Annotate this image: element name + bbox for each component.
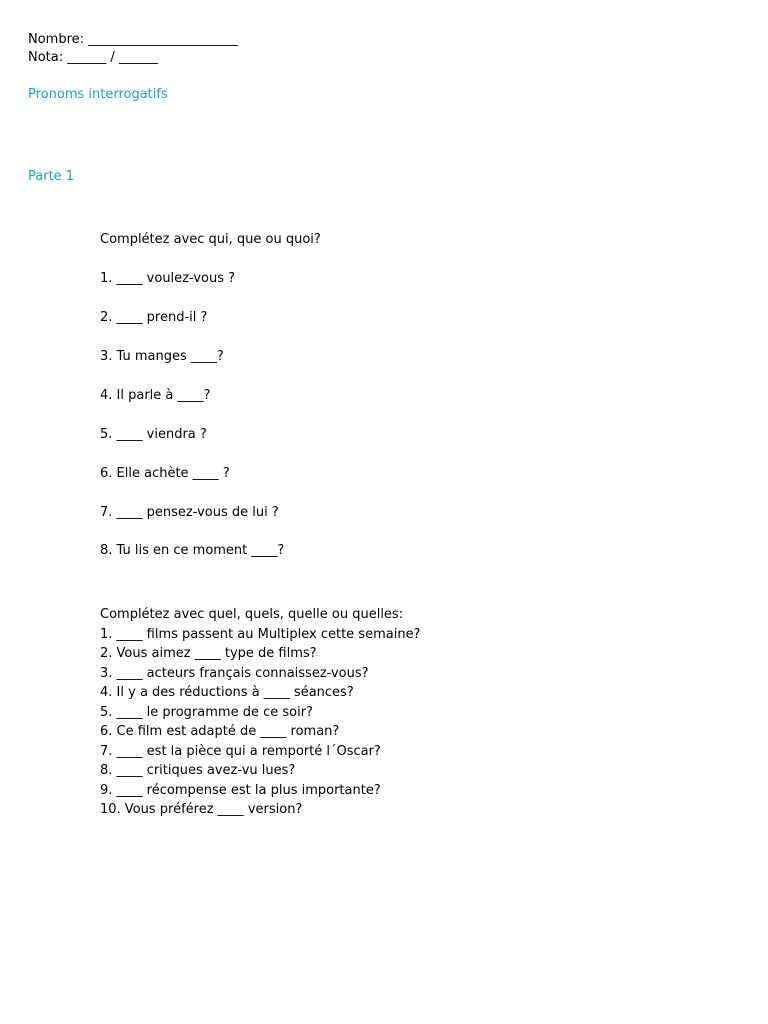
grade-line: Nota: ______ / ______	[28, 50, 158, 65]
exercise-2-instruction: Complétez avec quel, quels, quelle ou quelles:	[100, 607, 404, 622]
exercise-1-item: 2. ____ prend-il ?	[100, 310, 208, 325]
exercise-1-item: 4. Il parle à ____?	[100, 388, 211, 403]
exercise-2-item: 8. ____ critiques avez-vu lues?	[100, 763, 296, 778]
exercise-2-item: 10. Vous préférez ____ version?	[100, 802, 303, 817]
exercise-2-item: 1. ____ films passent au Multiplex cette semaine?	[100, 626, 421, 642]
exercise-2	[100, 605, 420, 820]
exercise-2-item: 9. ____ récompense est la plus importante?	[100, 782, 381, 798]
name-line: Nombre: _______________________	[28, 32, 238, 47]
exercise-2-item: 4. Il y a des réductions à ____ séances?	[100, 685, 354, 700]
exercise-2-item: 3. ____ acteurs français connaissez-vous?	[100, 665, 369, 681]
exercise-1-item: 8. Tu lis en ce moment ____?	[100, 543, 285, 558]
exercise-1-item: 5. ____ viendra ?	[100, 427, 207, 442]
page-title: Pronoms interrogatifs	[28, 87, 168, 102]
exercise-2-item: 2. Vous aimez ____ type de films?	[100, 646, 317, 661]
exercise-1-instruction: Complétez avec qui, que ou quoi?	[100, 232, 321, 247]
exercise-1-item: 7. ____ pensez-vous de lui ?	[100, 505, 279, 520]
exercise-1-item: 3. Tu manges ____?	[100, 349, 224, 364]
exercise-1-item: 1. ____ voulez-vous ?	[100, 271, 236, 286]
exercise-2-item: 7. ____ est la pièce qui a remporté l´Oscar?	[100, 743, 381, 759]
section-heading: Parte 1	[28, 169, 75, 184]
exercise-2-item: 5. ____ le programme de ce soir?	[100, 704, 313, 720]
exercise-1-item: 6. Elle achète ____ ?	[100, 466, 230, 481]
exercise-2-item: 6. Ce film est adapté de ____ roman?	[100, 724, 340, 739]
